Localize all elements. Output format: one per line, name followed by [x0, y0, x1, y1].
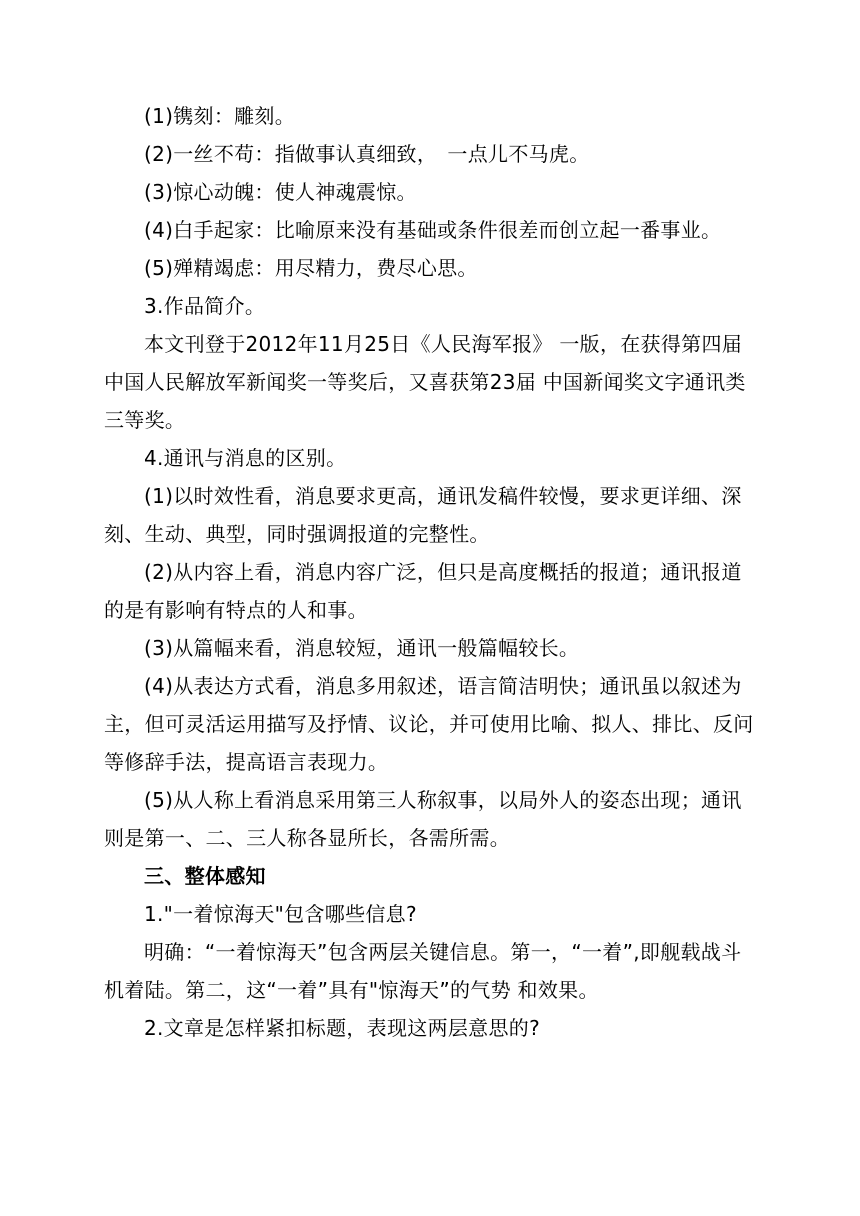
- paragraph-definition-3: (3)惊心动魄：使人神魂震惊。: [144, 180, 417, 204]
- paragraph-difference-4: (4)从表达方式看，消息多用叙述，语言简洁明快；通讯虽以叙述为主，但可灵活运用描写及抒情、议论，并可使用比喻、拟人、排比、反问等修辞手法，提高语言表现力。: [104, 674, 754, 774]
- paragraph-difference-1: (1)以时效性看，消息要求更高，通讯发稿件较慢，要求更详细、深刻、生动、典型，同时强调报道的完整性。: [104, 484, 742, 546]
- section-heading-overall: 三、整体感知: [144, 864, 266, 888]
- paragraph-difference-3: (3)从篇幅来看，消息较短，通讯一般篇幅较长。: [144, 636, 580, 660]
- question-1: 1."一着惊海天"包含哪些信息?: [144, 902, 417, 926]
- paragraph-definition-1: (1)镌刻：雕刻。: [144, 104, 296, 128]
- answer-1: 明确：“一着惊海天”包含两层关键信息。第一，“一着”,即舰载战斗机着陆。第二，这“一着”具有"惊海天”的气势 和效果。: [104, 940, 742, 1002]
- paragraph-difference-2: (2)从内容上看，消息内容广泛，但只是高度概括的报道；通讯报道的是有影响有特点的人和事。: [104, 560, 742, 622]
- paragraph-work-intro: 本文刊登于2012年11月25日《人民海军报》 一版，在获得第四届中国人民解放军新闻奖一等奖后，又喜获第23届 中国新闻奖文字通讯类三等奖。: [104, 332, 746, 432]
- paragraph-definition-4: (4)白手起家：比喻原来没有基础或条件很差而创立起一番事业。: [144, 218, 722, 242]
- paragraph-definition-2: (2)一丝不苟：指做事认真细致， 一点儿不马虎。: [144, 142, 590, 166]
- section-heading-news-difference: 4.通讯与消息的区别。: [144, 446, 347, 470]
- section-heading-work-intro: 3.作品简介。: [144, 294, 266, 318]
- question-2: 2.文章是怎样紧扣标题，表现这两层意思的?: [144, 1016, 540, 1040]
- paragraph-definition-5: (5)殚精竭虑：用尽精力，费尽心思。: [144, 256, 478, 280]
- paragraph-difference-5: (5)从人称上看消息采用第三人称叙事，以局外人的姿态出现；通讯则是第一、二、三人称各显所长，各需所需。: [104, 788, 742, 850]
